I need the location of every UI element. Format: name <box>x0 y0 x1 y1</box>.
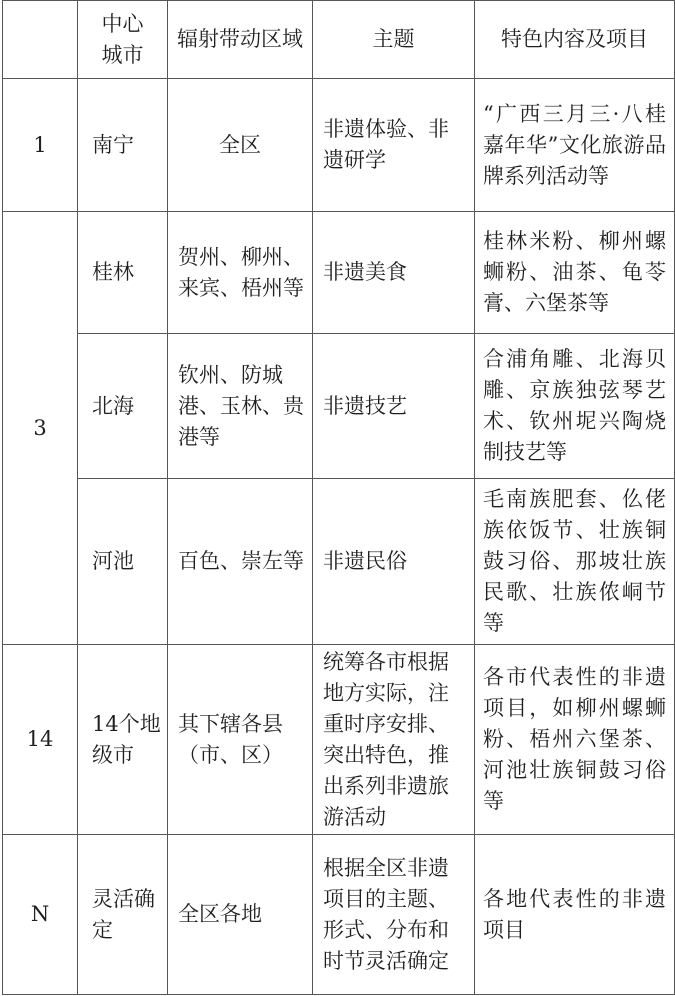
table-row <box>3 645 675 835</box>
theme-cell: 非遗民俗 <box>313 479 475 645</box>
city-cell: 14个地级市 <box>78 645 168 835</box>
features-cell: “广西三月三·八桂嘉年华”文化旅游品牌系列活动等 <box>475 79 675 212</box>
region-cell: 钦州、防城港、玉林、贵港等 <box>168 334 313 479</box>
header-city: 中心 城市 <box>78 1 168 79</box>
features-cell: 桂林米粉、柳州螺蛳粉、油茶、龟苓膏、六堡茶等 <box>475 212 675 334</box>
table-row <box>3 212 675 334</box>
city-cell: 灵活确定 <box>78 835 168 995</box>
header-row <box>3 1 675 79</box>
theme-cell: 统筹各市根据地方实际，注重时序安排、突出特色，推出系列非遗旅游活动 <box>313 645 475 835</box>
table-row <box>3 334 675 479</box>
table-row <box>3 479 675 645</box>
city-cell: 河池 <box>78 479 168 645</box>
features-cell: 各地代表性的非遗项目 <box>475 835 675 995</box>
theme-cell: 非遗体验、非遗研学 <box>313 79 475 212</box>
region-cell: 其下辖各县（市、区） <box>168 645 313 835</box>
features-cell: 毛南族肥套、仫佬族依饭节、壮族铜鼓习俗、那坡壮族民歌、壮族侬峒节等 <box>475 479 675 645</box>
heritage-tourism-table <box>2 0 675 995</box>
city-cell: 桂林 <box>78 212 168 334</box>
header-features: 特色内容及项目 <box>475 1 675 79</box>
city-cell: 北海 <box>78 334 168 479</box>
features-cell: 合浦角雕、北海贝雕、京族独弦琴艺术、钦州坭兴陶烧制技艺等 <box>475 334 675 479</box>
theme-cell: 根据全区非遗项目的主题、形式、分布和时节灵活确定 <box>313 835 475 995</box>
group-index: 14 <box>3 645 78 835</box>
header-theme: 主题 <box>313 1 475 79</box>
region-cell: 贺州、柳州、来宾、梧州等 <box>168 212 313 334</box>
theme-cell: 非遗技艺 <box>313 334 475 479</box>
region-cell: 全区各地 <box>168 835 313 995</box>
features-cell: 各市代表性的非遗项目，如柳州螺蛳粉、梧州六堡茶、河池壮族铜鼓习俗等 <box>475 645 675 835</box>
table-row <box>3 79 675 212</box>
city-cell: 南宁 <box>78 79 168 212</box>
region-cell: 百色、崇左等 <box>168 479 313 645</box>
header-index <box>3 1 78 79</box>
table-row <box>3 835 675 995</box>
group-index: 1 <box>3 79 78 212</box>
region-cell: 全区 <box>168 79 313 212</box>
group-index: 3 <box>3 212 78 645</box>
group-index: N <box>3 835 78 995</box>
theme-cell: 非遗美食 <box>313 212 475 334</box>
header-region: 辐射带动区域 <box>168 1 313 79</box>
